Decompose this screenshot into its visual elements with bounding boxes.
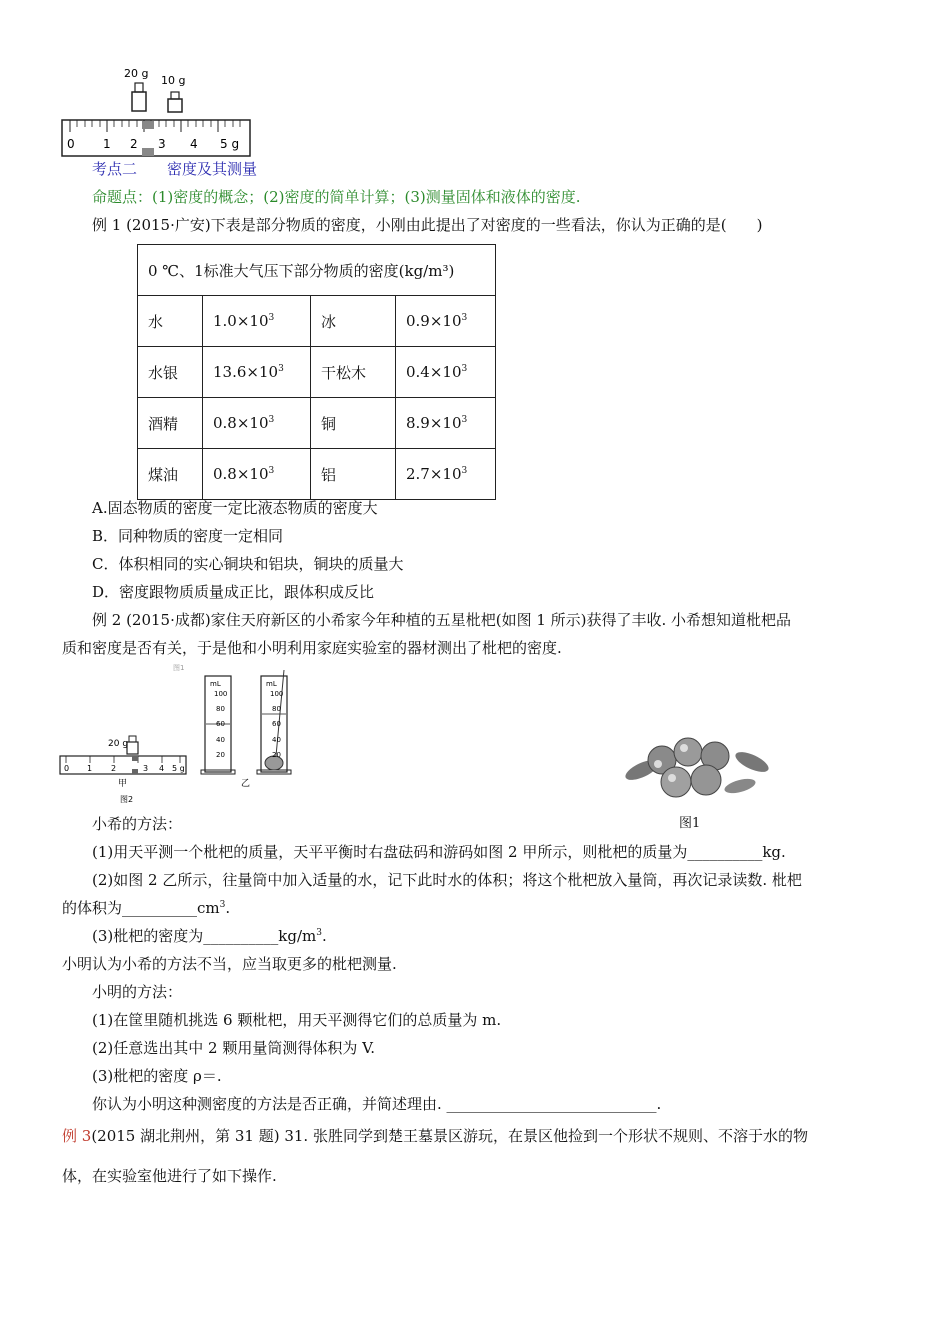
density-exponent: 3 [268, 466, 275, 476]
cyl2-tick-100: 100 [270, 690, 284, 698]
xiaoxi-method: 小希的方法： [92, 815, 183, 833]
table-row [138, 449, 496, 500]
fig2-weight-label: 20 g [108, 739, 129, 749]
scale-tick-3: 3 [158, 137, 166, 151]
cyl2-tick-60: 60 [272, 720, 281, 728]
substance-cell: 铜 [311, 398, 396, 449]
figure-1-caption: 图1 [679, 816, 701, 831]
figure-2 [58, 662, 318, 810]
step-2b-end: . [225, 899, 231, 917]
substance-cell: 水 [138, 296, 203, 347]
option-d: D．密度跟物质质量成正比，跟体积成反比 [92, 583, 375, 601]
balance-scale-figure [58, 62, 258, 158]
substance-cell: 水银 [138, 347, 203, 398]
substance-cell: 酒精 [138, 398, 203, 449]
step-3-end: . [321, 927, 327, 945]
example3-label: 例 3 [62, 1127, 92, 1145]
table-row [138, 347, 496, 398]
example2-final-question: 你认为小明这种测密度的方法是否正确，并简述理由. ____________________________. [92, 1095, 662, 1113]
density-exponent: 3 [461, 364, 468, 374]
weight-10g-label: 10 g [161, 74, 186, 87]
density-exponent: 3 [268, 415, 275, 425]
substance-cell: 干松木 [311, 347, 396, 398]
scale-tick-5: 5 g [220, 137, 240, 151]
option-a: A.固态物质的密度一定比液态物质的密度大 [92, 499, 378, 517]
xiaoming-note: 小明认为小希的方法不当，应当取更多的枇杷测量. [62, 955, 397, 973]
cyl1-ml: mL [210, 680, 221, 688]
cyl2-tick-40: 40 [272, 736, 281, 744]
step-2b [62, 898, 230, 918]
xiaoming-step-3: (3)枇杷的密度 ρ＝. [92, 1067, 222, 1085]
svg-text:4: 4 [159, 764, 165, 773]
xiaoming-step-2: (2)任意选出其中 2 颗用量筒测得体积为 V. [92, 1039, 376, 1057]
fig2-caption: 图2 [120, 795, 134, 804]
svg-text:3: 3 [143, 764, 149, 773]
table-row [138, 398, 496, 449]
density-cell: 0.4×10 [406, 363, 462, 381]
step-3-text: (3)枇杷的密度为__________kg/m [92, 927, 317, 945]
weight-20g-label: 20 g [124, 67, 149, 80]
density-cell: 13.6×10 [213, 363, 279, 381]
substance-cell: 铝 [311, 449, 396, 500]
figure-2-top-hint: 图1 [173, 664, 185, 672]
svg-text:5 g: 5 g [172, 764, 185, 773]
svg-text:2: 2 [111, 764, 117, 773]
step-2b-sup: 3 [219, 900, 226, 910]
cyl1-tick-20: 20 [216, 751, 225, 759]
svg-text:1: 1 [87, 764, 93, 773]
scale-tick-2: 2 [130, 137, 138, 151]
density-exponent: 3 [268, 313, 275, 323]
xiaoming-step-1: (1)在筐里随机挑选 6 颗枇杷，用天平测得它们的总质量为 m. [92, 1011, 502, 1029]
key-points: 命题点：(1)密度的概念；(2)密度的简单计算；(3)测量固体和液体的密度. [92, 188, 581, 206]
cyl1-tick-100: 100 [214, 690, 228, 698]
step-3-sup: 3 [316, 928, 322, 938]
cyl2-tick-80: 80 [272, 705, 281, 713]
example2-intro-1: 例 2 (2015·成都)家住天府新区的小希家今年种植的五星枇杷(如图 1 所示)获得了丰收. 小希想知道枇杷品 [92, 611, 792, 629]
fig2-jia-label: 甲 [118, 779, 128, 789]
xiaoming-method: 小明的方法： [92, 983, 183, 1001]
fig2-yi-label: 乙 [241, 779, 251, 789]
section-heading: 考点二 密度及其测量 [92, 160, 258, 178]
scale-tick-0: 0 [67, 137, 75, 151]
cyl1-tick-40: 40 [216, 736, 225, 744]
scale-tick-4: 4 [190, 137, 198, 151]
cyl2-tick-20: 20 [272, 751, 281, 759]
substance-cell: 煤油 [138, 449, 203, 500]
density-exponent: 3 [461, 313, 468, 323]
density-exponent: 3 [461, 466, 468, 476]
density-cell: 0.8×10 [213, 465, 269, 483]
cyl1-tick-80: 80 [216, 705, 225, 713]
density-exponent: 3 [461, 415, 468, 425]
example3-line-2: 体，在实验室他进行了如下操作. [62, 1167, 277, 1185]
cyl2-ml: mL [266, 680, 277, 688]
option-c: C．体积相同的实心铜块和铝块，铜块的质量大 [92, 555, 404, 573]
example3-text: (2015 湖北荆州，第 31 题) 31. 张胜同学到楚王墓景区游玩，在景区他捡到一个形状不规则、不溶于水的物 [91, 1127, 808, 1145]
density-cell: 0.9×10 [406, 312, 462, 330]
substance-cell: 冰 [311, 296, 396, 347]
example2-intro-2: 质和密度是否有关，于是他和小明利用家庭实验室的器材测出了枇杷的密度. [62, 639, 562, 657]
option-b: B．同种物质的密度一定相同 [92, 527, 284, 545]
density-exponent: 3 [278, 364, 284, 374]
cyl1-tick-60: 60 [216, 720, 225, 728]
table-caption: 0 ℃、1标准大气压下部分物质的密度(kg/m³) [138, 245, 496, 296]
density-cell: 1.0×10 [213, 312, 269, 330]
example1-question: 例 1 (2015·广安)下表是部分物质的密度，小刚由此提出了对密度的一些看法，你认为正确的是( ) [92, 216, 763, 234]
step-1: (1)用天平测一个枇杷的质量，天平平衡时右盘砝码和游码如图 2 甲所示，则枇杷的质量为__________kg. [92, 843, 786, 861]
density-cell: 0.8×10 [213, 414, 269, 432]
example3-line-1 [62, 1126, 808, 1146]
step-2b-text: 的体积为__________cm [62, 899, 220, 917]
svg-text:0: 0 [64, 764, 70, 773]
density-cell: 8.9×10 [406, 414, 462, 432]
scale-tick-1: 1 [103, 137, 111, 151]
density-table [137, 244, 496, 500]
step-2a: (2)如图 2 乙所示，往量筒中加入适量的水，记下此时水的体积；将这个枇杷放入量筒，再次记录读数. 枇杷 [92, 871, 802, 889]
loquat-figure [622, 734, 772, 806]
density-cell: 2.7×10 [406, 465, 462, 483]
step-3 [92, 926, 327, 946]
table-row [138, 296, 496, 347]
